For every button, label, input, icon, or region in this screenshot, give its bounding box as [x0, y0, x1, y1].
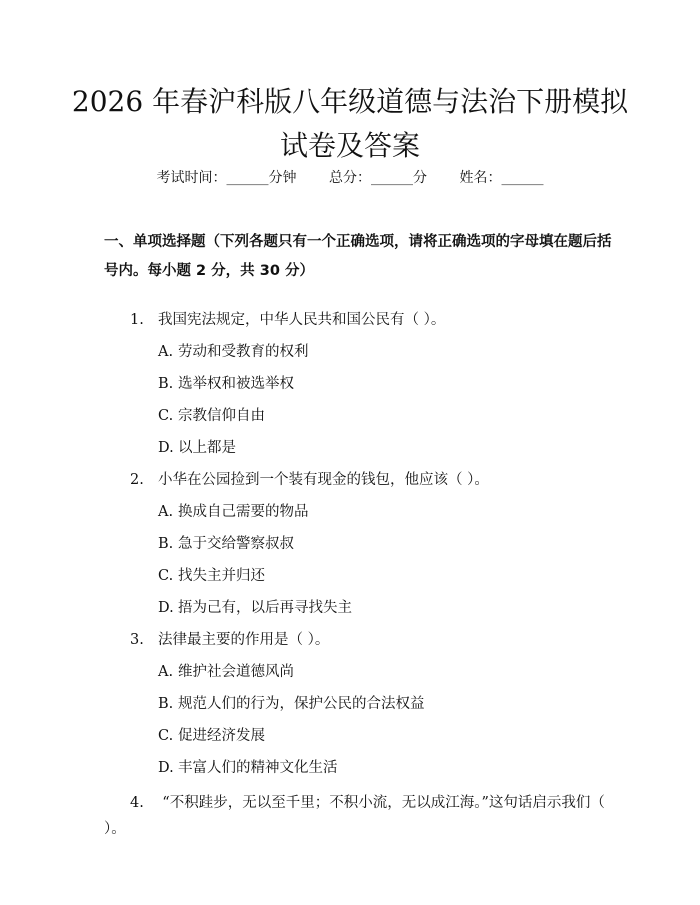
option-text: 换成自己需要的物品 — [178, 504, 309, 520]
option-letter: B. — [158, 536, 174, 552]
question-text: 我国宪法规定，中华人民共和国公民有（ ）。 — [158, 312, 446, 328]
option-letter: D. — [158, 440, 174, 456]
option-3b — [158, 694, 425, 714]
option-letter: A. — [158, 664, 174, 680]
question-2 — [130, 470, 489, 490]
option-text: 捂为己有，以后再寻找失主 — [178, 600, 352, 616]
option-text: 选举权和被选举权 — [178, 376, 294, 392]
question-4 — [104, 790, 614, 842]
option-2d — [158, 598, 352, 618]
question-1 — [130, 310, 445, 330]
question-number: 1. — [130, 312, 144, 328]
question-3 — [130, 630, 329, 650]
option-text: 促进经济发展 — [178, 728, 265, 744]
option-text: 找失主并归还 — [178, 568, 265, 584]
option-letter: C. — [158, 408, 174, 424]
option-text: 急于交给警察叔叔 — [178, 536, 294, 552]
question-text: 小华在公园捡到一个装有现金的钱包，他应该（ ）。 — [158, 472, 489, 488]
option-text: 以上都是 — [178, 440, 236, 456]
option-letter: C. — [158, 568, 174, 584]
question-number: 3. — [130, 632, 144, 648]
option-letter: C. — [158, 728, 174, 744]
option-2c — [158, 566, 265, 586]
option-text: 宗教信仰自由 — [178, 408, 265, 424]
page-title: 2026 年春沪科版八年级道德与法治下册模拟试卷及答案 — [71, 85, 629, 162]
student-name: 姓名：______ — [459, 170, 544, 186]
option-letter: B. — [158, 376, 174, 392]
option-1b — [158, 374, 294, 394]
option-text: 劳动和受教育的权利 — [178, 344, 309, 360]
option-letter: A. — [158, 504, 174, 520]
option-2b — [158, 534, 294, 554]
section-heading: 一、单项选择题（下列各题只有一个正确选项，请将正确选项的字母填在题后括号内。每小题 2 分，共 30 分） — [104, 234, 612, 279]
option-letter: D. — [158, 600, 174, 616]
option-1d — [158, 438, 236, 458]
exam-meta — [0, 168, 700, 188]
exam-time: 考试时间：______分钟 — [156, 170, 297, 186]
question-text: “不积跬步，无以至千里；不积小流，无以成江海。”这句话启示我们（ ）。 — [104, 795, 605, 837]
option-3a — [158, 662, 294, 682]
option-1a — [158, 342, 309, 362]
option-3c — [158, 726, 265, 746]
question-number: 2. — [130, 472, 144, 488]
option-text: 丰富人们的精神文化生活 — [178, 760, 338, 776]
option-letter: B. — [158, 696, 174, 712]
question-text: 法律最主要的作用是（ ）。 — [158, 632, 330, 648]
option-1c — [158, 406, 265, 426]
total-score: 总分：______分 — [329, 170, 427, 186]
option-letter: D. — [158, 760, 174, 776]
option-text: 规范人们的行为，保护公民的合法权益 — [178, 696, 425, 712]
option-text: 维护社会道德风尚 — [178, 664, 294, 680]
option-2a — [158, 502, 309, 522]
option-3d — [158, 758, 338, 778]
option-letter: A. — [158, 344, 174, 360]
question-number: 4. — [130, 795, 144, 811]
